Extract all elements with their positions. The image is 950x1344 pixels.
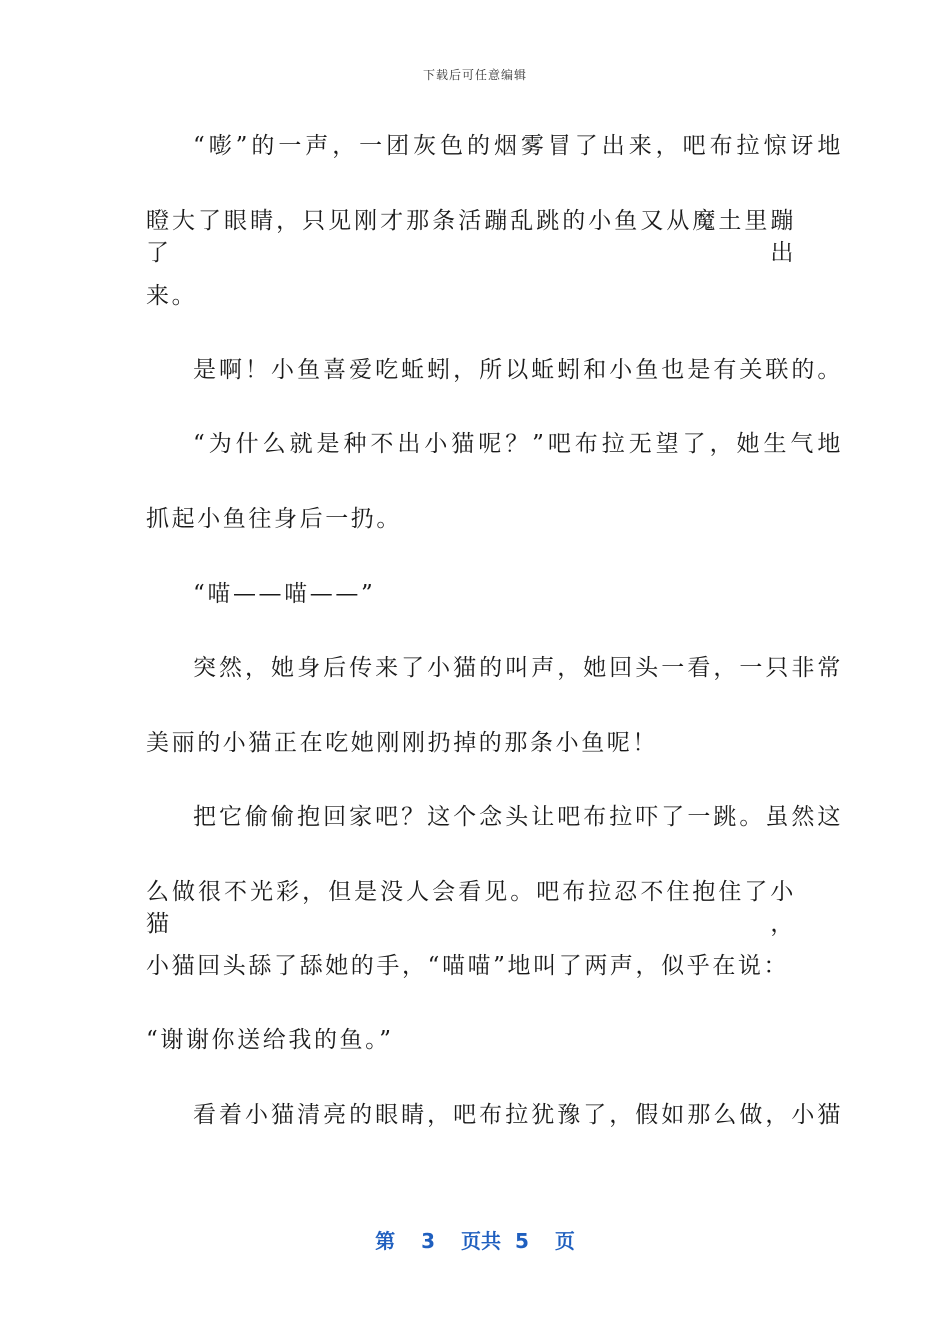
text-line: 是啊！小鱼喜爱吃蚯蚓，所以蚯蚓和小鱼也是有关联的。 (193, 357, 843, 383)
text-line: 看着小猫清亮的眼睛，吧布拉犹豫了，假如那么做，小猫 (193, 1102, 843, 1128)
current-page-number: 3 (421, 1229, 435, 1253)
text-line: 美丽的小猫正在吃她刚刚扔掉的那条小鱼呢！ (146, 730, 658, 756)
text-line: 来。 (146, 283, 198, 309)
page-footer (0, 1225, 950, 1254)
footer-suffix: 页 (554, 1229, 575, 1253)
text-line: 么做很不光彩，但是没人会看见。吧布拉忍不住抱住了小猫， (146, 879, 796, 937)
text-line: “为什么就是种不出小猫呢？”吧布拉无望了，她生气地 (193, 431, 843, 457)
text-line: “喵——喵——” (193, 581, 376, 607)
footer-prefix: 第 (375, 1229, 396, 1253)
text-line: 小猫回头舔了舔她的手，“喵喵”地叫了两声，似乎在说： (146, 953, 790, 979)
text-line: “嘭”的一声，一团灰色的烟雾冒了出来，吧布拉惊讶地 (193, 133, 843, 159)
text-line: “谢谢你送给我的鱼。” (146, 1027, 394, 1053)
text-line: 把它偷偷抱回家吧？这个念头让吧布拉吓了一跳。虽然这 (193, 804, 843, 830)
footer-middle: 页共 (461, 1229, 501, 1253)
page-header: 下载后可任意编辑 (422, 68, 527, 82)
text-line: 突然，她身后传来了小猫的叫声，她回头一看，一只非常 (193, 655, 843, 681)
text-line: 瞪大了眼睛，只见刚才那条活蹦乱跳的小鱼又从魔土里蹦了出 (146, 208, 796, 266)
text-line: 抓起小鱼往身后一扔。 (146, 506, 402, 532)
total-page-number: 5 (515, 1229, 529, 1253)
